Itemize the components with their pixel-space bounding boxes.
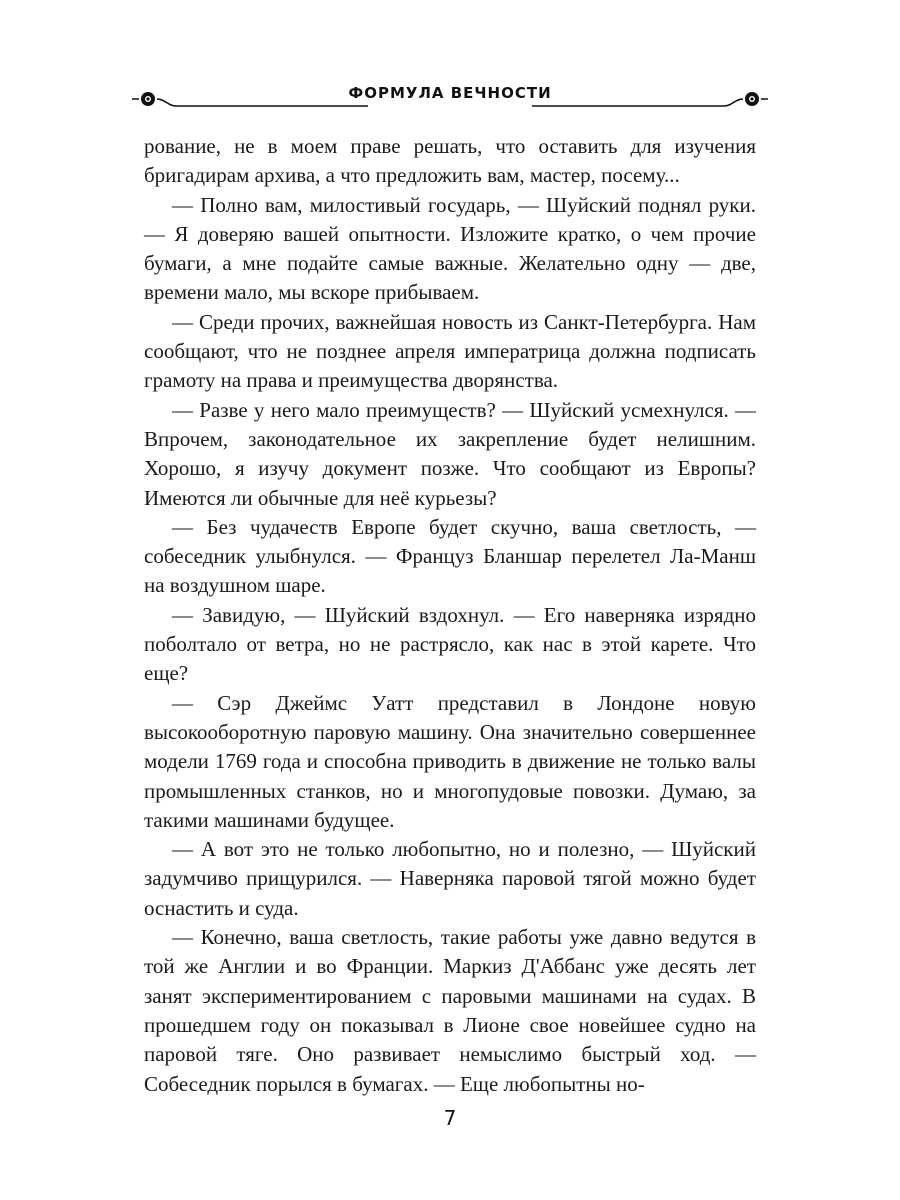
body-text [144, 132, 756, 1099]
paragraph: — Среди прочих, важнейшая новость из Санкт-Петербурга. Нам сообщают, что не позднее апреля императрица должна подписать грамоту на права и преимущества дворянства. [144, 309, 756, 393]
paragraph: — А вот это не только любопытно, но и полезно, — Шуйский задумчиво прищурился. — Наверняка паровой тягой можно будет оснастить и суда. [144, 837, 756, 920]
paragraph: — Разве у него мало преимуществ? — Шуйский усмехнулся. — Впрочем, законодательное их закрепление будет нелишним. Хорошо, я изучу документ позже. Что сообщают из Европы? Имеются ли обычные для неё курьезы? [144, 397, 756, 510]
paragraph: — Без чудачеств Европе будет скучно, ваша светлость, — собеседник улыбнулся. — Француз Бланшар перелетел Ла-Манш на воздушном шаре. [144, 514, 756, 598]
paragraph: — Конечно, ваша светлость, такие работы уже давно ведутся в той же Англии и во Франции. Маркиз Д'Аббанс уже десять лет занят экспериментированием с паровыми машинами на судах. В прошедшем году он показывал в Лионе свое новейшее судно на паровой тяге. Оно развивает немыслимо быстрый ход. — Собеседник порылся в бумагах. — Еще любопытны но- [144, 925, 756, 1096]
paragraph: — Завидую, — Шуйский вздохнул. — Его наверняка изрядно поболтало от ветра, но не растрясло, как нас в этой карете. Что еще? [144, 602, 756, 686]
paragraph: — Полно вам, милостивый государь, — Шуйский поднял руки. — Я доверяю вашей опытности. Изложите кратко, о чем прочие бумаги, а мне подайте самые важные. Желательно одну — две, времени мало, мы вскоре прибываем. [144, 192, 756, 305]
paragraph: — Сэр Джеймс Уатт представил в Лондоне новую высокооборотную паровую машину. Она значительно совершеннее модели 1769 года и способна приводить в движение не только валы промышленных станков, но и многопудовые повозки. Думаю, за такими машинами будущее. [144, 690, 756, 832]
paragraph: рование, не в моем праве решать, что оставить для изучения бригадирам архива, а что предложить вам, мастер, посему... [144, 134, 756, 188]
page-number: 7 [443, 1106, 457, 1130]
running-header [0, 80, 900, 120]
running-title: ФОРМУЛА ВЕЧНОСТИ [348, 84, 552, 102]
